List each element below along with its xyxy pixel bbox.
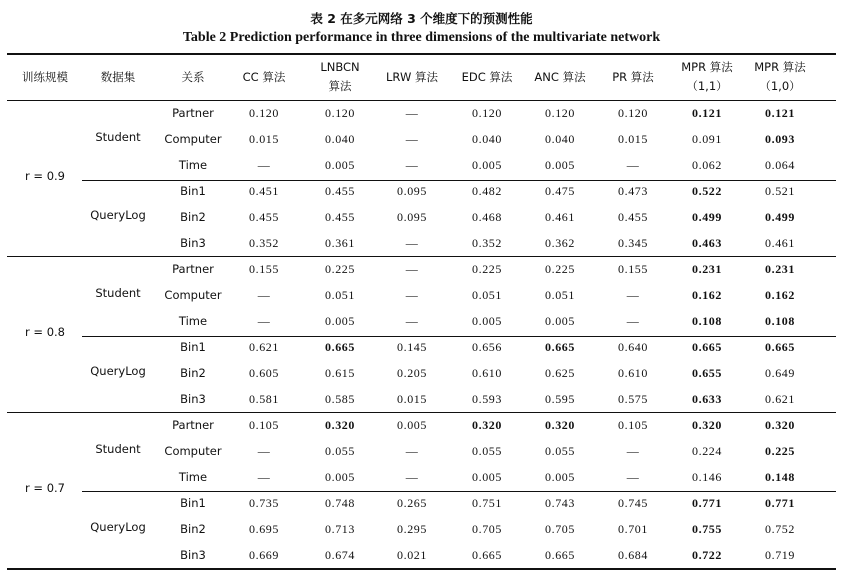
relation-name: Partner xyxy=(172,262,214,276)
column-header-line: LRW 算法 xyxy=(386,70,438,84)
relation-name: Bin1 xyxy=(180,184,206,198)
table-cell: 0.120 xyxy=(618,106,648,120)
table-cell: 0.735 xyxy=(249,496,279,510)
dataset-name: Student xyxy=(95,130,141,144)
table-cell: — xyxy=(626,158,640,172)
table-cell: 0.722 xyxy=(692,548,722,562)
table-cell: 0.064 xyxy=(765,158,795,172)
table-cell: 0.055 xyxy=(325,444,355,458)
column-header xyxy=(101,68,136,87)
table-cell: 0.665 xyxy=(765,340,795,354)
table-cell: 0.499 xyxy=(692,210,722,224)
table-cell: 0.093 xyxy=(765,132,795,146)
relation-name: Time xyxy=(178,314,208,328)
table-cell: — xyxy=(257,288,271,302)
dataset-name: Student xyxy=(95,286,141,300)
table-cell: — xyxy=(405,132,419,146)
table-cell: 0.121 xyxy=(692,106,722,120)
table-cell: 0.593 xyxy=(472,392,502,406)
relation-name: Partner xyxy=(172,418,214,432)
table-rule xyxy=(7,100,836,101)
table-cell: 0.121 xyxy=(765,106,795,120)
table-cell: 0.062 xyxy=(692,158,722,172)
table-cell: 0.755 xyxy=(692,522,722,536)
table-cell: 0.468 xyxy=(472,210,502,224)
column-header xyxy=(182,68,205,87)
relation-name: Computer xyxy=(164,288,222,302)
table-cell: 0.095 xyxy=(397,210,427,224)
table-cell: 0.225 xyxy=(765,444,795,458)
training-scale: r = 0.9 xyxy=(25,169,65,183)
relation-name: Bin2 xyxy=(180,210,206,224)
table-cell: 0.015 xyxy=(249,132,279,146)
table-cell: 0.615 xyxy=(325,366,355,380)
table-cell: 0.719 xyxy=(765,548,795,562)
table-cell: 0.162 xyxy=(692,288,722,302)
table-rule xyxy=(7,53,836,55)
column-header xyxy=(534,68,585,87)
column-header-line: 算法 xyxy=(328,79,352,93)
table-cell: — xyxy=(405,106,419,120)
table-cell: 0.621 xyxy=(249,340,279,354)
table-cell: 0.451 xyxy=(249,184,279,198)
table-cell: 0.320 xyxy=(472,418,502,432)
table-cell: — xyxy=(405,444,419,458)
table-cell: 0.345 xyxy=(618,236,648,250)
table-cell: 0.120 xyxy=(249,106,279,120)
table-cell: — xyxy=(257,158,271,172)
table-cell: 0.610 xyxy=(618,366,648,380)
table-cell: 0.352 xyxy=(249,236,279,250)
table-cell: 0.522 xyxy=(692,184,722,198)
table-rule xyxy=(7,412,836,413)
relation-name: Bin3 xyxy=(180,548,206,562)
table-cell: 0.361 xyxy=(325,236,355,250)
table-cell: 0.640 xyxy=(618,340,648,354)
table-cell: 0.665 xyxy=(545,548,575,562)
table-cell: 0.162 xyxy=(765,288,795,302)
table-cell: 0.669 xyxy=(249,548,279,562)
table-cell: 0.055 xyxy=(472,444,502,458)
column-header-line: 关系 xyxy=(181,70,205,84)
table-cell: 0.748 xyxy=(325,496,355,510)
table-cell: 0.148 xyxy=(765,470,795,484)
table-cell: 0.595 xyxy=(545,392,575,406)
group-rule xyxy=(82,180,836,181)
table-cell: 0.320 xyxy=(325,418,355,432)
table-cell: 0.752 xyxy=(765,522,795,536)
relation-name: Time xyxy=(178,158,208,172)
table-rule xyxy=(7,568,836,570)
relation-name: Bin3 xyxy=(180,236,206,250)
table-cell: 0.665 xyxy=(545,340,575,354)
table-cell: 0.633 xyxy=(692,392,722,406)
column-header-line: LNBCN xyxy=(320,60,360,74)
column-header xyxy=(22,68,68,87)
dataset-name: QueryLog xyxy=(90,520,146,534)
table-cell: 0.105 xyxy=(618,418,648,432)
table-cell: 0.225 xyxy=(325,262,355,276)
relation-name: Computer xyxy=(164,132,222,146)
table-cell: 0.224 xyxy=(692,444,722,458)
table-cell: 0.155 xyxy=(618,262,648,276)
table-cell: 0.145 xyxy=(397,340,427,354)
table-cell: 0.095 xyxy=(397,184,427,198)
table-cell: 0.499 xyxy=(765,210,795,224)
table-cell: 0.155 xyxy=(249,262,279,276)
table-cell: 0.225 xyxy=(545,262,575,276)
table-cell: 0.231 xyxy=(692,262,722,276)
group-rule xyxy=(82,491,836,492)
column-header-line: PR 算法 xyxy=(612,70,654,84)
table-cell: 0.610 xyxy=(472,366,502,380)
table-cell: 0.621 xyxy=(765,392,795,406)
table-cell: 0.005 xyxy=(325,470,355,484)
table-cell: — xyxy=(626,444,640,458)
column-header-line: 训练规模 xyxy=(22,70,68,84)
table-cell: 0.005 xyxy=(545,470,575,484)
training-scale: r = 0.8 xyxy=(25,325,65,339)
table-cell: 0.461 xyxy=(765,236,795,250)
relation-name: Partner xyxy=(172,106,214,120)
dataset-name: Student xyxy=(95,442,141,456)
table-cell: 0.205 xyxy=(397,366,427,380)
table-cell: — xyxy=(626,314,640,328)
column-header-line: （1,1） xyxy=(686,79,728,93)
table-cell: 0.695 xyxy=(249,522,279,536)
table-cell: — xyxy=(257,470,271,484)
column-header xyxy=(754,58,806,96)
table-cell: 0.665 xyxy=(325,340,355,354)
group-rule xyxy=(82,336,836,337)
relation-name: Bin1 xyxy=(180,496,206,510)
table-cell: 0.225 xyxy=(472,262,502,276)
table-cell: 0.575 xyxy=(618,392,648,406)
table-cell: 0.040 xyxy=(472,132,502,146)
table-cell: 0.455 xyxy=(325,210,355,224)
table-cell: — xyxy=(405,288,419,302)
table-cell: 0.743 xyxy=(545,496,575,510)
table-cell: 0.295 xyxy=(397,522,427,536)
table-cell: 0.455 xyxy=(325,184,355,198)
table-cell: 0.320 xyxy=(692,418,722,432)
table-cell: 0.005 xyxy=(325,158,355,172)
table-cell: 0.362 xyxy=(545,236,575,250)
table-cell: 0.120 xyxy=(325,106,355,120)
table-cell: 0.771 xyxy=(765,496,795,510)
table-cell: 0.521 xyxy=(765,184,795,198)
table-cell: 0.021 xyxy=(397,548,427,562)
table-cell: — xyxy=(405,236,419,250)
table-cell: 0.455 xyxy=(249,210,279,224)
table-cell: — xyxy=(257,314,271,328)
column-header-line: 数据集 xyxy=(100,70,136,84)
column-header-line: CC 算法 xyxy=(242,70,286,84)
table-cell: 0.585 xyxy=(325,392,355,406)
table-cell: 0.005 xyxy=(472,470,502,484)
table-cell: 0.745 xyxy=(618,496,648,510)
table-cell: 0.605 xyxy=(249,366,279,380)
table-cell: 0.108 xyxy=(692,314,722,328)
relation-name: Bin1 xyxy=(180,340,206,354)
table-cell: 0.463 xyxy=(692,236,722,250)
column-header-line: （1,0） xyxy=(759,79,801,93)
table-cell: 0.146 xyxy=(692,470,722,484)
table-cell: 0.461 xyxy=(545,210,575,224)
table-caption-chinese: 表 2 在多元网络 3 个维度下的预测性能 xyxy=(310,11,533,26)
dataset-name: QueryLog xyxy=(90,364,146,378)
table-cell: 0.352 xyxy=(472,236,502,250)
column-header xyxy=(320,58,359,96)
table-cell: 0.005 xyxy=(545,158,575,172)
table-cell: 0.231 xyxy=(765,262,795,276)
column-header xyxy=(462,68,513,87)
table-cell: 0.051 xyxy=(325,288,355,302)
table-cell: 0.051 xyxy=(545,288,575,302)
table-cell: 0.105 xyxy=(249,418,279,432)
table-cell: 0.581 xyxy=(249,392,279,406)
relation-name: Bin2 xyxy=(180,366,206,380)
table-cell: 0.040 xyxy=(325,132,355,146)
table-cell: — xyxy=(405,262,419,276)
table-cell: 0.713 xyxy=(325,522,355,536)
table-cell: — xyxy=(405,470,419,484)
relation-name: Bin3 xyxy=(180,392,206,406)
table-cell: 0.625 xyxy=(545,366,575,380)
dataset-name: QueryLog xyxy=(90,208,146,222)
table-cell: 0.771 xyxy=(692,496,722,510)
table-cell: 0.705 xyxy=(545,522,575,536)
table-cell: — xyxy=(257,444,271,458)
column-header xyxy=(681,58,733,96)
table-cell: 0.005 xyxy=(472,314,502,328)
table-cell: 0.005 xyxy=(325,314,355,328)
table-cell: 0.005 xyxy=(545,314,575,328)
table-cell: 0.265 xyxy=(397,496,427,510)
table-cell: 0.015 xyxy=(618,132,648,146)
column-header-line: EDC 算法 xyxy=(461,70,513,84)
table-cell: 0.120 xyxy=(545,106,575,120)
training-scale: r = 0.7 xyxy=(25,481,65,495)
table-cell: 0.475 xyxy=(545,184,575,198)
table-cell: — xyxy=(405,314,419,328)
table-cell: 0.649 xyxy=(765,366,795,380)
table-cell: 0.665 xyxy=(692,340,722,354)
column-header-line: ANC 算法 xyxy=(534,70,586,84)
table-cell: 0.473 xyxy=(618,184,648,198)
table-cell: 0.455 xyxy=(618,210,648,224)
table-cell: 0.051 xyxy=(472,288,502,302)
table-cell: 0.674 xyxy=(325,548,355,562)
table-cell: 0.655 xyxy=(692,366,722,380)
table-cell: 0.055 xyxy=(545,444,575,458)
table-cell: 0.005 xyxy=(397,418,427,432)
table-cell: — xyxy=(626,470,640,484)
table-cell: — xyxy=(626,288,640,302)
table-cell: 0.656 xyxy=(472,340,502,354)
table-cell: 0.684 xyxy=(618,548,648,562)
table-cell: 0.701 xyxy=(618,522,648,536)
column-header-line: MPR 算法 xyxy=(754,60,806,74)
table-cell: 0.482 xyxy=(472,184,502,198)
table-caption-english: Table 2 Prediction performance in three dimensions of the multivariate network xyxy=(182,30,661,45)
table-cell: 0.040 xyxy=(545,132,575,146)
table-cell: 0.120 xyxy=(472,106,502,120)
table-cell: 0.091 xyxy=(692,132,722,146)
column-header xyxy=(243,68,286,87)
table-cell: 0.705 xyxy=(472,522,502,536)
table-cell: 0.320 xyxy=(765,418,795,432)
relation-name: Time xyxy=(178,470,208,484)
column-header-line: MPR 算法 xyxy=(681,60,733,74)
table-rule xyxy=(7,256,836,257)
table-cell: — xyxy=(405,158,419,172)
relation-name: Bin2 xyxy=(180,522,206,536)
table-cell: 0.320 xyxy=(545,418,575,432)
table-cell: 0.005 xyxy=(472,158,502,172)
column-header xyxy=(612,68,654,87)
column-header xyxy=(386,68,438,87)
relation-name: Computer xyxy=(164,444,222,458)
table-cell: 0.751 xyxy=(472,496,502,510)
table-cell: 0.108 xyxy=(765,314,795,328)
table-cell: 0.015 xyxy=(397,392,427,406)
table-cell: 0.665 xyxy=(472,548,502,562)
